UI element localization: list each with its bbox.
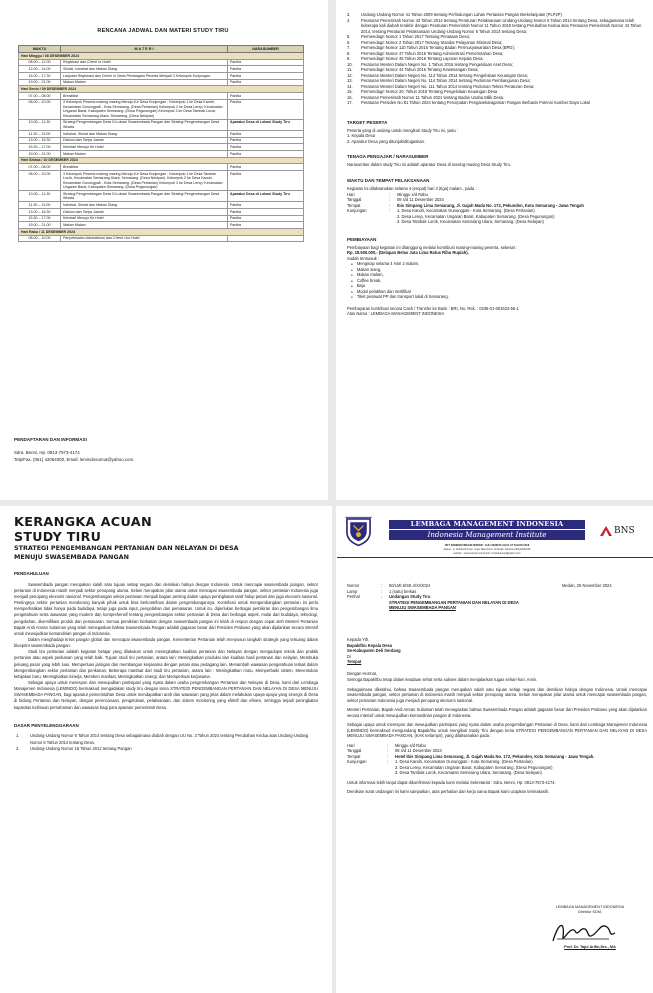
recipient-line: Se-Kabupaten Deli Serdang [347,648,401,654]
intro-paragraph: Studi tiru pertanian adalah kegiatan belajar yang dilakukan untuk meningkatkan kualitas pertanian dan Nelayan dengan mengadopsi teknik dan praktik pertanian atau aspek perikanan yang telah baik. Tujuan studi tiru pertanian, antara lain: Meningkatkan produksi dan kualitas hasil pertanian dan nelayan, Membuka peluang pasar yang lebih luas, Memperluas jaringan dan membangun kerjasama dengan petani atau pedagang lain, Menambah wawasan pengetahuan terkait dalam Mengembangkan sektor pertanian dan perikanan. Beberapa manfaat dari studi tiru pertanian, antara lain : Meningkatkan mutu, Memperbaiki sistem, Menentukan kebijakan baru, Meningkatkan kinerja, Memberi manfaat, Meningkatkan sinergi, dan Memperkuat kerjasama. [14,649,318,679]
payment-cover-item: ● Makan malam, [351,272,643,278]
schedule-day-row [19,53,304,60]
schedule-row [19,66,304,73]
schedule-speaker: Panitia [228,222,304,229]
regulation-text: Peraturan Menteri Dalam Negeri No. 1 Tahun 2016 tentang Pengelolaan Aset Desa; [361,61,513,67]
venue-label: Tempat [347,753,361,759]
trainer-text: Narasumber dalam study Tiru ini adalah aparatur Desa di masing-masing Desa Study Tiru. [347,162,512,168]
visit-item: 1. Desa Kandri, Kecamatan Gunungpati - Kota Semarang. (Desa Pertanian) [397,208,535,214]
date-label: Tanggal [347,748,362,754]
schedule-row [19,171,304,191]
payment-cover-item: ● Baju [351,283,643,289]
letter-paragraph: Demikian surat undangan ini kami sampaikan, atas perhatian dan kerja sama Bapak kami ucapkan terimakasih. [347,789,550,795]
visit-item: 1. Desa Kandri, Kecamatan Gunungpati - Kota Semarang. (Desa Pertanian) [395,759,533,765]
visit-label: Kunjungan [347,208,367,214]
schedule-row [19,191,304,202]
schedule-activity: Makan Malam [61,222,228,229]
registration-info [14,436,134,463]
basis-number: 1. [16,733,20,739]
tor-theme-line1: STRATEGI PENGEMBANGAN PERTANIAN DAN NELAYAN DI DESA [14,544,239,553]
payment-section [347,237,643,317]
schedule-activity: Registrasi dan Check In Hotel [61,59,228,66]
registration-contact: Sdra. Benni, Hp. 0813-7573-4174 [14,450,80,456]
trainer-heading: TENAGA PENGAJAR / NARASUMBER [347,154,429,160]
schedule-activity: 3 Kelompok Peserta masing masing Menuju Ke Desa Kunjungan : Kelompok 1 ke Desa Kandri, Kecamatan Gunungpati - Kota Semarang. (Desa Pertanian) Kelompok 2 ke Desa Lerep, Kecamatan Ungaran Barat, Kabupaten Semarang. (Desa Pegunungan) Kelompok 3 ke Desa Tambak Lorok, Kecamatan Semarang Utara, Semarang. (Desa Nelayan) [61,99,228,119]
schedule-time: 11.30 – 13.00 [19,130,61,137]
schedule-speaker: Panitia [228,93,304,100]
org-website: website : www.lemindo.com Email : lemindosumut@yahoo.com [453,552,521,555]
schedule-row [19,130,304,137]
schedule-activity: Sholat, Istirahat dan Makan Siang [61,66,228,73]
schedule-day-label: Hari Minggu / 08 DESEMBER 2024 [19,53,304,60]
regulation-number: 14. [347,83,353,89]
details-page [337,0,653,500]
date-row: Tanggal : 08 s/d 11 Desember 2024 [347,197,643,203]
regulation-text: Peraturan Menteri Dalam Negeri No. 111 Tahun 2014 tentang Pedoman Teknis Peraturan Desa; [361,83,535,89]
schedule-speaker: Panitia [228,137,304,144]
visit-item: 2. Desa Lerep, Kecamatan Ungaran Barat, Kabupaten Semarang. (Desa Pegunungan) [395,764,553,770]
payment-intro: Pembiayaan bagi kegiatan ini ditanggung melalui kontribusi masing-masing peserta, sebesar : [347,244,518,250]
schedule-speaker: Panitia [228,79,304,86]
letter-paragraph: Menteri Pertanian, Bapak Andi Amran Sulaiman telah menegaskan bahwa Swasembada Pangan adalah gagasan besar dari Presiden Prabowo yang akan dijalankan secara intensif untuk mewujudkan kemandirian pangan di Indonesia. [347,707,647,718]
letter-paragraph: Untuk informasi lebih lanjut dapat dikonfirmasi kepada kami melalui Sekretariat : Sdra. Benni, Hp. 0813-7573-4174. [347,779,556,785]
letter-venue-row: Tempat : Hotel Ibis Simpang Lima Semarang, Jl. Gajah Mada No. 172, Pekunden, Kota Semarang - Jawa Tengah. [347,754,647,760]
schedule-speaker: Panitia [228,202,304,209]
signature-org: LEMBAGA MANAGEMENT INDONESIA [555,905,625,909]
regulation-text: Permendagri Nomor 1 Tahun 2017 Tentang Penataan Desa; [361,34,470,40]
visit-list [397,208,643,225]
schedule-activity: Istirahat, Sholat dan Makan Siang [61,130,228,137]
regulation-text: Peraturan Pemerintah Nomor 11 Tahun 2021 tentang Badan Usaha Milik Desa. [361,94,505,100]
schedule-activity: Diskusi dan Tanya Jawab [61,137,228,144]
schedule-activity: Makan Malam [61,79,228,86]
venue-value: Ibis Simpang Lima Semarang, Jl. Gajah Mada No. 172, Pekunden, Kota Semarang - Jawa Tengah [397,202,584,208]
regulation-text: Peraturan Menteri Dalam Negeri No. 114 Tahun 2014 tentang Pedoman Pembangunan Desa; [361,78,531,84]
letter-paragraph: Sebagai upaya untuk merespon dan mewujudkan partisipasi yang nyata dalam usaha pengembangan Pertanian di Desa, kami dari Lembaga Manajemen Indonesia (LEMINDO) bermaksud mengundang Bapak/Ibu untuk mengikuti Study Tiru dengan tema STRATEGI PENGEMBANGAN PERTANIAN DAN NELAYAN DI DESA MENUJU SWASEMBADA PANGAN, (KAK terlampir), yang dilaksanakan pada : [347,722,647,739]
schedule-row [19,235,304,242]
schedule-row [19,93,304,100]
schedule-speaker: Aparatur Desa di Lokasi Study Tiru [228,191,304,202]
schedule-place-intro: Kegiatan ini dilaksanakan selama 4 (empat) hari 3 (tiga) malam , pada : [347,186,477,192]
intro-heading: PENDAHULUAN [14,570,49,576]
schedule-speaker: Panitia [228,66,304,73]
schedule-time: 08.00 – 10.00 [19,235,61,242]
schedule-row [19,215,304,222]
schedule-time: 10.00 – 11.30 [19,191,61,202]
target-item: 1. Kepala Desa [347,133,375,139]
payment-cover-item: ● Modul pelatihan dan Sertifikat [351,289,643,295]
handwritten-signature-icon [549,917,619,947]
basis-text: Undang-Undang Nomor 6 Tahun 2014 tentang Desa sebagaimana diubah dengan UU No. 3 Tahun 2024 tentang Perubahan Kedua atas Undang-Undang Nomor 6 Tahun 2014 tentang Desa. [30,733,309,745]
schedule-time: 07.00 – 08.00 [19,164,61,171]
regulation-number: 13. [347,78,353,84]
recipient-line: Tempat [347,659,362,665]
schedule-day-label: Hari Selasa / 10 DESEMBER 2024 [19,157,304,164]
trainer-section [347,154,643,168]
letterhead-divider [337,557,653,558]
day-value: Minggu s/d Rabu [397,191,428,197]
schedule-time: 08.00 – 10.00 [19,171,61,191]
payment-heading: PEMBIAYAAN [347,236,377,242]
signature-role: Direktur SDM, [578,910,602,915]
schedule-speaker: Panitia [228,130,304,137]
schedule-row [19,222,304,229]
regulation-text: Permendagri Nomor 44 Tahun 2016 Tentang Kewenangan Desa; [361,67,479,73]
schedule-time: 15.30 – 17.00 [19,144,61,151]
letter-date: Medan, 25 November 2024 [562,583,612,588]
schedule-activity: Penyelesaian Administrasi dan Check Out Hotel [61,235,228,242]
regulation-text: Peraturan Presiden No 81 Tahun 2024 tentang Percepatan Penganekaragaman Pangan Berbasis Potensi Sumber Daya Lokal [361,100,590,106]
target-item: 2. Aparatur Desa yang ditunjuk/ditugaskan. [347,138,426,144]
header-speaker: NARASUMBER [228,46,304,53]
schedule-activity: Kembali Menuju Ke Hotel [61,144,228,151]
payment-account: Atas Nama : LEMBAGA MANAGEMENT INDONESIA [347,311,445,317]
letterhead [337,506,653,568]
payment-cover-item: ● Menginap selama 4 Hari 3 malam, [351,261,643,267]
intro-paragraph: Swasembada pangan merupakan salah satu tujuan setiap negara dan demikian halnya dengan Indonesia. Untuk mencapai swasembada pangan, sektor pertanian di Indonesia masih menjadi sektor penopang utama. Selain merupakan pilar utama untuk mencapai swasembada pangan, sektor pertanian Indonesia juga menjadi penopang ekonomi nasional. Pengembangan sektor pertanian menjadi bagian penting dalam upaya peningkatan taraf hidup petani dan juga ekonomi nasional. Pentingnya sektor pertanian mendorong banyak pihak untuk bisa berkontribusi dalam pengembangannya. Kontribusi untuk mengembangkan pertanian ini perlu memperhatikan tidak hanya pada budidaya, tetapi juga pada input, pengolahan dan pemasaran. Untuk itu, diperlukan berbagai pemikiran dan pengembangan ilmu pengetahuan serta wawasan yang modern dan komprehensif tentang pengembangan sektor pertanian di Desa dari berbagai aspek, mulai dari budidaya, teknologi, pengolahan, diversifikasi produk dan pemasaran. Semua pemikiran berkaitan dengan swasembada pangan ini telah di respon dengan cepat oleh Menteri Pertanian Bapak Andi Amran Sulaiman yang telah menegaskan bahwa Swasembada Pangan adalah gagasan besar dari Presiden Prabowo yang akan dijalankan secara intensif untuk mewujudkan kemandirian pangan di Indonesia. [14,581,318,636]
schedule-time: 19.00 – 21.00 [19,151,61,158]
signature-name: Prof. Dr. Tajul Arifin,Drs., MA [564,945,616,950]
schedule-speaker: Aparatur Desa di Lokasi Study Tiru [228,119,304,130]
schedule-activity: Breakfast [61,164,228,171]
schedule-time: 08.00 – 10.00 [19,99,61,119]
number-label: Nomor [347,583,360,588]
schedule-day-label: Hari Senin / 09 DESEMBER 2024 [19,86,304,93]
schedule-row [19,119,304,130]
schedule-activity: Istirahat, Sholat dan Makan Siang [61,202,228,209]
schedule-speaker: Panitia [228,73,304,80]
number-value: 50/LMI.9/SK.4/XI/2024 [389,583,431,588]
schedule-activity: Kembali Menuju Ke Hotel [61,215,228,222]
regulation-list [337,12,653,106]
schedule-row [19,99,304,119]
bnsp-text: BNS [614,526,635,536]
payment-cover-item: ● Makan siang, [351,267,643,273]
subject-line: MENUJU SWASEMBADA PANGAN [389,605,456,611]
schedule-activity: Lanjutan Registrasi dan Check In Serta Pembagian Peserta Menjadi 3 Kelompok Kunjungan. [61,73,228,80]
schedule-day-row [19,228,304,235]
regulation-text: Permendagri Nomor 46 Tahun 2016 Tentang Laporan Kepala Desa; [361,56,484,62]
visit-label: Kunjungan [347,759,367,765]
day-label: Hari [347,191,355,197]
intro-paragraph: Sebagai upaya untuk merespon dan mewujudkan partisipasi yang nyata dalam usaha pengembangan Pertanian dan Nelayan di Desa, kami dari Lembaga Manajemen Indonesia (LEMINDO) bermaksud mengadakan study tiru dengan tema STRATEGI PENGEMBANGAN PERTANIAN DAN NELAYAN DI DESA MENUJU SWASEMBADA PANGAN, bagi aparatur pemerintahan Desa untuk mendapatkan arah dan wawasan yang jelas dalam melakukan upaya-upaya yang sinergis di Desa di bidang Pertanian dan Nelayan, dengan perencanaan, pengelolaan, pelaksanaan, dan sistem monitoring yang efektif dan efisien, sehingga terjadi peningkatan kapasitas keilmuan pemahaman dan wawasan bagi para aparatur pemerintah Desa. [14,679,318,710]
attachment-value: 1 (satu) berkas [389,588,417,594]
subject-row: Perihal : Undangan Study Tiru STRATEGI PENGEMBANGAN PERTANIAN DAN NELAYAN DI DESA MENUJU SWASEMBADA PANGAN [347,594,647,611]
schedule-time: 13.00 – 15.30 [19,137,61,144]
basis-list [14,733,318,751]
schedule-time: 11.30 – 13.00 [19,202,61,209]
target-intro: Peserta yang di undang untuk mengikuti Study Tiru ini, yaitu : [347,127,459,133]
org-name-english: Indonesia Management Institute [389,530,585,540]
regulation-number: 4. [347,17,351,23]
schedule-time: 13.00 – 15.30 [19,208,61,215]
regulation-number: 3. [347,12,351,17]
registration-heading: PENDAFTARAN DAN INFORMASI [14,437,87,442]
recipient-line: Kepada Yth. [347,637,370,642]
regulation-item [347,100,649,106]
schedule-activity: Strategi Pengembangan Desa Di Lokasi Swasembada Pangan dan Strategi Pengembangan Desa Wisata [61,191,228,202]
schedule-row [19,79,304,86]
regulation-number: 9. [347,56,351,62]
schedule-speaker: Panitia [228,59,304,66]
schedule-body [19,53,304,242]
target-section [347,120,643,145]
regulation-text: Undang-Undang Nomor 41 Tahun 2009 tentang Perlindungan Lahan Pertanian Pangan Berkelanjutan (PLP2P) [361,12,562,17]
schedule-activity: Breakfast [61,93,228,100]
regulation-text: Peraturan Pemerintah Nomor 43 Tahun 2014 tentang Peraturan Pelaksanaan Undang-Undang Nomor 6 Tahun 2014 tentang Desa, sebagaimana telah beberapa kali diubah terakhir dengan Peraturan Pemerintah Nomor 11 Tahun 2019 tentang Perubahan Kedua atas Peraturan Pemerintah Nomor 43 Tahun 2014, tentang Peraturan Pelaksanaan Undang-Undang Nomor 6 Tahun 2014 tentang Desa; [361,17,642,34]
payment-amount: Rp. 18.500.000,- (Delapan Belas Juta Lima Ratus Ribu Rupiah). [347,250,469,256]
tor-title: KERANGKA ACUAN [14,515,153,530]
number-row: Nomor : 50/LMI.9/SK.4/XI/2024 [347,583,647,589]
org-registration: SKT KEMENKUMHAM NOMOR : AHU-0008970.AH.01.07.TAHUN 2018 [444,544,530,547]
letter-paragraph: Semoga Bapak/Ibu tetap dalam keadaan sehat serta sukses dalam menjalankan tugas sehari-hari, Amin. [347,677,538,683]
date-value: 08 s/d 11 Desember 2024 [397,197,444,203]
schedule-time: 15.30 – 17.00 [19,215,61,222]
schedule-day-label: Hari Rabu / 11 DESEMBER 2024 [19,228,304,235]
schedule-time: 19.00 – 21.00 [19,222,61,229]
schedule-time: 08.00 – 12.00 [19,59,61,66]
payment-transfer: Pembayaran kontribusi secara Cash / Transfer ke Bank : BRI, No. Rek. : 0238-01-001623-56-1 [347,305,519,311]
regulation-number: 11. [347,67,353,73]
terms-of-reference-page [0,506,332,993]
registration-email: Telp/Fax. (061) 42064000, Email: lemindosumut@yahoo.com. [14,457,135,463]
schedule-row [19,137,304,144]
letter-paragraph: Sebagaimana diketahui, bahwa Swasembada pangan merupakan salah satu tujuan setiap negara dan demikian halnya dengan Indonesia. Untuk mencapai swasembada pangan, sektor pertanian di Indonesia masih menjadi sektor penopang utama. Selain merupakan pilar utama untuk mencapai swasembada pangan, sektor pertanian Indonesia juga menjadi penopang ekonomi nasional. [347,686,647,703]
invitation-letter-page [337,506,653,993]
recipient [347,637,647,665]
schedule-activity: 3 Kelompok Peserta masing masing Menuju Ke Desa Kunjungan : Kelompok 1 ke Desa Tambak Lorok, Kecamatan Semarang Utara, Semarang. (Desa Nelayan). Kelompok 2 ke Desa Kandri, Kecamatan Gunungpati - Kota Semarang. (Desa Pertanian) Kelompok 3 ke Desa Lerep, Kecamatan Ungaran Barat, Kabupaten Semarang. (Desa Pegunungan) [61,171,228,191]
recipient-line: Di [347,653,351,659]
schedule-row [19,208,304,215]
letter-day-row: Hari : Minggu s/d Rabu [347,743,647,749]
visit-list [395,759,647,776]
regulation-number: 8. [347,50,351,56]
schedule-speaker: Panitia [228,215,304,222]
tor-subtitle-study: STUDY TIRU [14,529,102,545]
signature-block [535,905,645,950]
regulation-text: Permendagri Nomor 110 Tahun 2016 Tentang Badan Permusyawaratan Desa (BPD); [361,45,515,51]
tor-theme-line2: MENUJU SWASEMBADA PANGAN [14,552,129,561]
schedule-time: 19.00 – 21.00 [19,79,61,86]
schedule-speaker: Panitia [228,99,304,119]
attachment-label: Lamp [347,588,358,594]
basis-heading: DASAR PENYELENGGARAAN [14,722,79,728]
letter-visit-row: Kunjungan : 1. Desa Kandri, Kecamatan Gunungpati - Kota Semarang. (Desa Pertanian) 2. Desa Lerep, Kecamatan Ungaran Barat, Kabupaten Semarang. (Desa Pegunungan) 3. Desa Tambak Lorok, Kecamatan Semarang Utara, Semarang. (Desa Nelayan) [347,759,647,776]
day-label: Hari [347,742,355,748]
schedule-row [19,73,304,80]
schedule-place-heading: WAKTU DAN TEMPAT PELAKSANAAN [347,177,430,183]
greeting: Dengan Hormat, [347,670,378,676]
visit-row: Kunjungan : 1. Desa Kandri, Kecamatan Gunungpati - Kota Semarang. (Desa Pertanian) 2. Desa Lerep, Kecamatan Ungaran Barat, Kabupaten Semarang. (Desa Pegunungan) 3. Desa Tambak Lorok, Kecamatan Semarang Utara, Semarang. (Desa Nelayan) [347,208,643,225]
payment-covers-intro: Sudah termasuk : [347,255,380,261]
schedule-row [19,202,304,209]
org-name: LEMBAGA MANAGEMENT INDONESIA [389,520,585,529]
date-label: Tanggal [347,197,362,203]
schedule-day-row [19,86,304,93]
target-heading: TARGET PESERTA [347,119,388,125]
schedule-page [0,0,326,500]
schedule-header-row [19,46,304,53]
schedule-row [19,59,304,66]
intro-paragraph: Dalam menghadapi krisis pangan global dan mencapai swasembada pangan, Kementerian Pertanian telah menyusun langkah strategis yang tertuang dalam blueprint swasembada pangan. [14,636,318,649]
schedule-row [19,144,304,151]
date-value: 08 s/d 11 Desember 2024 [395,748,442,754]
basis-item [14,733,318,745]
schedule-speaker: Panitia [228,144,304,151]
org-address: Alamat : Jl. Setiabudi Komp. Griya Tata Nomor 11 Medan Telp/Fax.(061)42064000 [443,548,531,551]
subject-value [389,594,647,611]
regulation-number: 7. [347,45,351,51]
payment-cover-item: ● Coffee break, [351,278,643,284]
basis-number: 2. [16,745,20,751]
bnsp-logo [599,525,635,537]
recipient-line: Bapak/Ibu Kepala Desa [347,642,393,648]
regulation-item [347,18,649,35]
schedule-speaker [228,235,304,242]
basis-text: Undang-Undang Nomor 18 Tahun 2012 tentang Pangan [30,745,132,751]
regulation-text: Permendagri Nomor 2 Tahun 2017 Tentang Standar Pelayanan Minimal Desa; [361,39,503,45]
regulation-text: Peraturan Menteri Dalam Negeri No. 113 Tahun 2014 tentang Pengelolaan Keuangan Desa; [361,72,528,78]
bnsp-mark-icon [599,525,613,537]
schedule-time: 12.00 – 14.00 [19,66,61,73]
attachment-row: Lamp : 1 (satu) berkas [347,589,647,595]
payment-covers-list [351,261,643,300]
regulation-number: 15. [347,89,353,95]
schedule-day-row [19,157,304,164]
payment-cover-item: ● Tiket pesawat PP dan transport lokal di Semarang. [351,294,643,300]
schedule-time: 07.00 – 08.00 [19,93,61,100]
regulation-number: 12. [347,72,353,78]
regulation-text: Permendagri Nomor 20. Tahun 2018 Tentang Pengelolaan Keuangan Desa [361,89,498,95]
visit-item: 3. Desa Tambak Lorok, Kecamatan Semarang Utara, Semarang. (Desa Nelayan) [397,219,544,225]
schedule-speaker: Panitia [228,151,304,158]
basis-item [14,746,318,752]
schedule-title: RENCANA JADWAL DAN MATERI STUDY TIRU [97,28,229,34]
schedule-activity: Strategi Pengembangan Desa Di Lokasi Swasembada Pangan dan Strategi Pengembangan Desa Wisata [61,119,228,130]
venue-row: Tempat : Ibis Simpang Lima Semarang, Jl. Gajah Mada No. 172, Pekunden, Kota Semarang - Jawa Tengah [347,203,643,209]
visit-item: 3. Desa Tambak Lorok, Kecamatan Semarang Utara, Semarang. (Desa Nelayan) [395,770,542,776]
regulation-number: 5. [347,34,351,40]
regulation-number: 17. [347,100,353,106]
schedule-speaker: Panitia [228,171,304,191]
schedule-activity: Diskusi dan Tanya Jawab [61,208,228,215]
regulation-number: 6. [347,39,351,45]
schedule-speaker: Panitia [228,164,304,171]
schedule-speaker: Panitia [228,208,304,215]
schedule-table [18,45,304,242]
subject-label: Perihal [347,594,360,600]
schedule-time: 10.00 – 11.30 [19,119,61,130]
header-time: WAKTU [19,46,61,53]
schedule-row [19,164,304,171]
letter-body [347,637,647,799]
letter-date-row: Tanggal : 08 s/d 11 Desember 2024 [347,748,647,754]
schedule-time: 15.00 – 17.30 [19,73,61,80]
subject-line: STRATEGI PENGEMBANGAN PERTANIAN DAN NELAYAN DI DESA [389,599,519,605]
lemindo-logo-icon [342,514,375,547]
subject-line: Undangan Study Tiru [389,594,431,600]
venue-value: Hotel Ibis Simpang Lima Semarang, Jl. Gajah Mada No. 172, Pekunden, Kota Semarang - Jawa Tengah. [395,753,595,759]
schedule-activity: Makan Malam [61,151,228,158]
regulation-number: 10. [347,61,353,67]
regulation-number: 16. [347,94,353,100]
day-value: Minggu s/d Rabu [395,742,426,748]
header-material: M A T E R I [61,46,228,53]
schedule-place-section [347,178,643,225]
schedule-row [19,151,304,158]
venue-label: Tempat [347,202,361,208]
visit-item: 2. Desa Lerep, Kecamatan Ungaran Barat, Kabupaten Semarang. (Desa Pegunungan) [397,213,555,219]
day-row: Hari : Minggu s/d Rabu [347,192,643,198]
regulation-text: Permendagri Nomor 47 Tahun 2016 Tentang Administrasi Pemerintahan Desa; [361,50,504,56]
